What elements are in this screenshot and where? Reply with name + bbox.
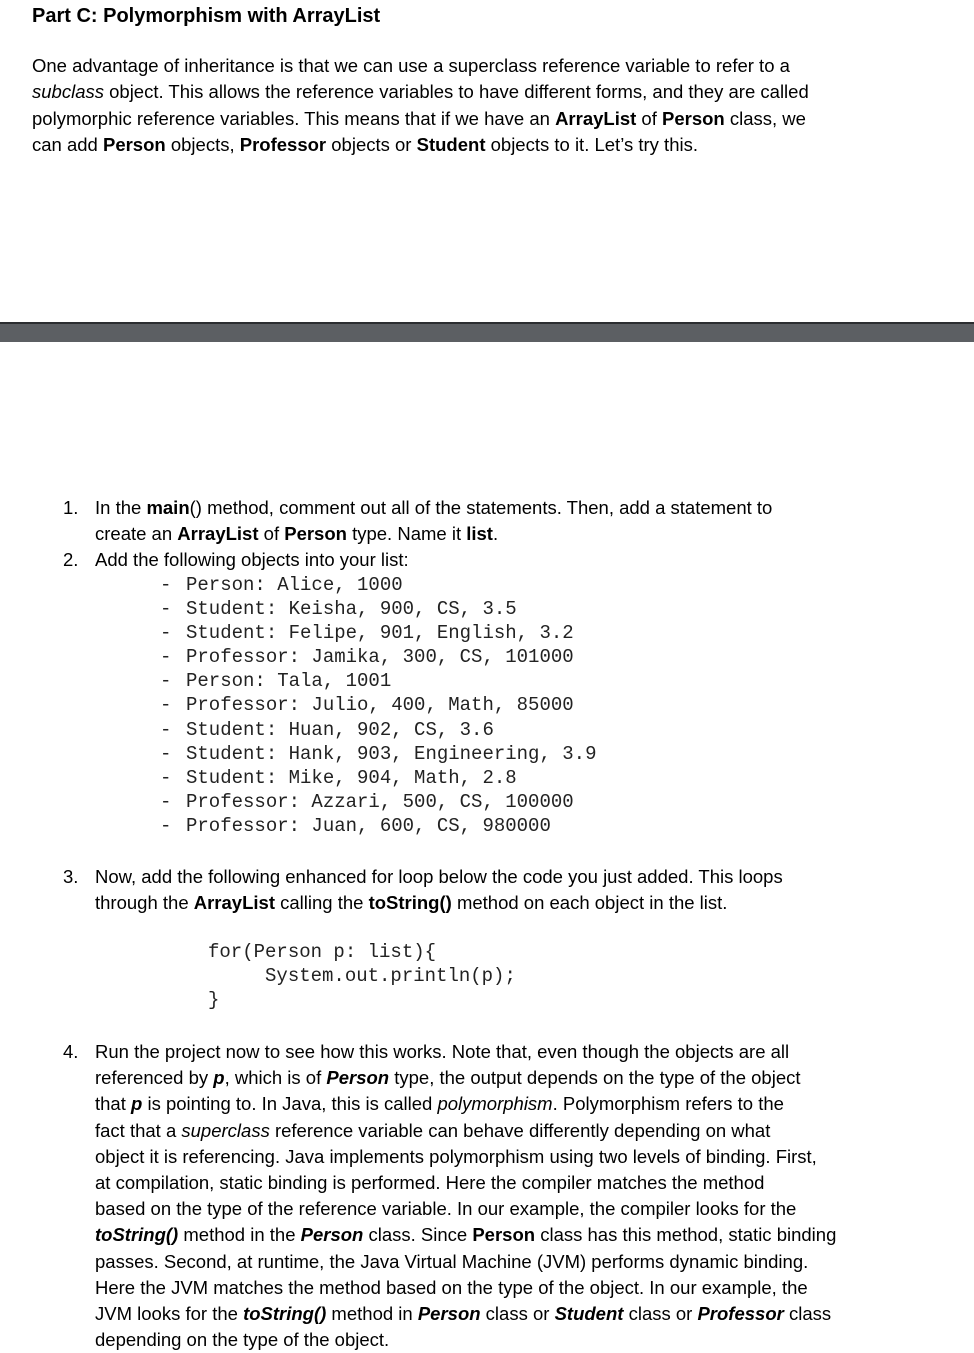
list-item: - Student: Keisha, 900, CS, 3.5: [160, 598, 517, 621]
step-4: 4. Run the project now to see how this works. Note that, even though the objects are all referenced by p, which is of Person type, the output depends on the type of the object that p is pointing to. In Java, this is called polymorphism. Polymorphism refers to the fact that a superclass reference variable can behave differently depending on what object it is referencing. Java implements polymorphism using two levels of binding. First, at compilation, static binding is performed. Here the compiler matches the method based on the type of the reference variable. In our example, the compiler looks for the toString() method in the Person class. Since Person class has this method, static binding passes. Second, at runtime, the Java Virtual Machine (JVM) performs dynamic binding. Here the JVM matches the method based on the type of the object. In our example, the JVM looks for the toString() method in Person class or Student class or Professor class depending on the type of the object.: [63, 1041, 837, 1351]
code-line: }: [208, 989, 220, 1011]
list-item: - Student: Hank, 903, Engineering, 3.9: [160, 742, 597, 765]
intro-paragraph: [32, 53, 912, 158]
code-block: [208, 940, 516, 1012]
step-number: 4.: [63, 1041, 79, 1062]
intro-line: can add Person objects, Professor objects or Student objects to it. Let’s try this.: [32, 133, 698, 155]
list-item: - Person: Alice, 1000: [160, 574, 403, 596]
step-number: 2.: [63, 549, 79, 570]
intro-line: One advantage of inheritance is that we can use a superclass reference variable to refer to a: [32, 55, 790, 76]
list-item: - Student: Huan, 902, CS, 3.6: [160, 718, 494, 741]
list-item: - Person: Tala, 1001: [160, 670, 392, 693]
step-number: 1.: [63, 497, 79, 518]
code-line: System.out.println(p);: [208, 965, 516, 987]
list-item: - Professor: Julio, 400, Math, 85000: [160, 694, 574, 717]
step-3: 3. Now, add the following enhanced for loop below the code you just added. This loops through the ArrayList calling the toString() method on each object in the list.: [63, 866, 783, 914]
code-line: for(Person p: list){: [208, 941, 437, 963]
step-number: 3.: [63, 866, 79, 887]
list-item: - Student: Felipe, 901, English, 3.2: [160, 622, 574, 645]
object-list: [160, 573, 596, 838]
list-item: - Professor: Juan, 600, CS, 980000: [160, 814, 551, 837]
step-1: 1. In the main() method, comment out all of the statements. Then, add a statement to create an ArrayList of Person type. Name it list.: [63, 497, 773, 545]
list-item: - Professor: Azzari, 500, CS, 100000: [160, 790, 574, 813]
page-title: Part C: Polymorphism with ArrayList: [32, 5, 381, 27]
page-divider: [0, 322, 974, 342]
list-item: - Student: Mike, 904, Math, 2.8: [160, 766, 517, 789]
intro-line: polymorphic reference variables. This means that if we have an ArrayList of Person class, we: [32, 107, 806, 129]
step-2: 2. Add the following objects into your list:: [95, 547, 955, 573]
intro-line: subclass object. This allows the reference variables to have different forms, and they are called: [32, 81, 809, 103]
list-item: - Professor: Jamika, 300, CS, 101000: [160, 646, 574, 669]
